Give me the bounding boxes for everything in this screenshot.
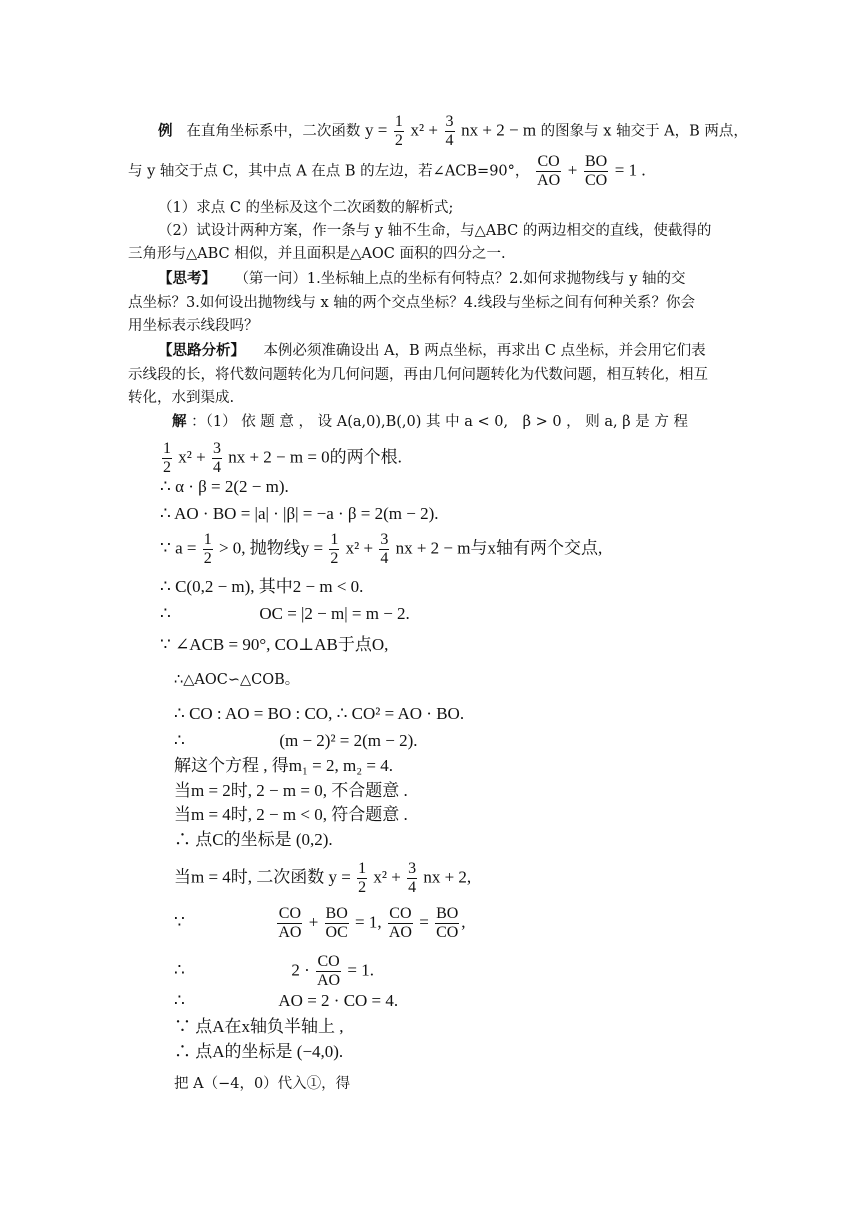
frac-num: CO (278, 905, 301, 922)
frac-one-half (203, 531, 213, 568)
frac-num: BO (325, 905, 348, 922)
frac-num: CO (389, 905, 412, 922)
frac-den: 4 (380, 550, 389, 567)
solution-step-11: 解这个方程 , 得m₁ = 2, m₂ = 4. (174, 756, 393, 775)
solution-step-3: ∴ AO · BO = |a| · |β| = −a · β = 2(m − 2). (160, 504, 439, 523)
frac-one-half (357, 860, 367, 897)
solution-step-7: ∵ ∠ACB = 90°, CO⊥AB于点O, (160, 635, 389, 654)
example-line2-b: = 1 . (614, 160, 646, 180)
step-15-a: 当m = 4时, 二次函数 y = (174, 867, 351, 887)
step-4-c: nx + 2 − m与x轴有两个交点, (395, 538, 603, 558)
frac-num: 1 (394, 113, 403, 130)
analysis-line-3: 转化，水到渠成. (128, 390, 235, 406)
solution-step-18 (174, 992, 398, 1010)
think-line-3: 用坐标表示线段吗？ (128, 318, 259, 334)
frac-bo-co (584, 153, 608, 190)
frac-one-half (162, 440, 172, 477)
example-intro-b: 的图象与 x 轴交于 A，B 两点， (540, 123, 748, 140)
example-label: 例 (158, 122, 173, 140)
solution-step-5: ∴ C(0,2 − m), 其中2 − m < 0. (160, 577, 364, 596)
frac-three-quarters (212, 440, 222, 477)
solution-step-13: 当m = 4时, 2 − m < 0, 符合题意 . (174, 805, 408, 824)
frac-den: 2 (358, 879, 367, 896)
solution-step-16: ∵ $\frac{CO}{AO}$ + $\frac{BO}{OC}$ = 1, $\frac{CO}{AO}$ = $\frac{BO}{CO}$ , (174, 905, 466, 941)
frac-den: 2 (163, 459, 171, 476)
frac-three-quarters (445, 113, 455, 150)
frac-one-half (394, 113, 404, 150)
solution-text-1: ：（1） 依 题 意 ， 设 A(a,0),B(,0) 其 中 a < 0, β > 0 ， 则 a, β 是 方 程 (191, 414, 688, 430)
frac-num: 3 (445, 113, 454, 130)
solution-step-17 (174, 953, 374, 990)
frac-co-ao (277, 905, 302, 942)
think-line-1 (158, 270, 686, 288)
think-line-2: 点坐标？3.如何设出抛物线与 x 轴的两个交点坐标？4.线段与坐标之间有何种关系？你会 (128, 295, 696, 311)
x-squared: x² + (345, 538, 374, 558)
frac-num: 3 (212, 440, 221, 457)
frac-three-quarters (379, 531, 389, 568)
frac-num: 1 (330, 531, 339, 548)
solution-step-6 (160, 605, 410, 623)
func-rest-a: x² + (410, 120, 438, 140)
example-line2-a: 与 y 轴交于点 C，其中点 A 在点 B 的左边，若∠ACB=90°， (128, 163, 530, 180)
frac-den: 2 (394, 132, 403, 149)
frac-co-ao (316, 953, 341, 990)
step-10-b: (m − 2)² = 2(m − 2). (279, 731, 418, 750)
frac-den: AO (537, 172, 561, 189)
frac-bo-co (435, 905, 459, 942)
solution-step-21: 把 A（−4，0）代入①，得 (174, 1076, 351, 1092)
analysis-line-2: 示线段的长，将代数问题转化为几何问题，再由几何问题转化为代数问题，相互转化，相互 (128, 367, 708, 383)
frac-den: OC (325, 924, 348, 941)
frac-num: BO (584, 153, 608, 170)
frac-num: 1 (358, 860, 367, 877)
step-16-b: = 1, (355, 912, 382, 932)
solution-step-14: ∴ 点C的坐标是 (0,2). (174, 830, 333, 849)
frac-num: CO (317, 953, 340, 970)
step-1-text: nx + 2 − m = 0的两个根. (228, 447, 402, 467)
frac-den: AO (388, 924, 412, 941)
step-6-a: ∴ (160, 604, 171, 623)
question-2-b: 三角形与△ABC 相似，并且面积是△AOC 面积的四分之一. (128, 246, 506, 262)
analysis-line-1 (158, 342, 706, 360)
frac-three-quarters (407, 860, 417, 897)
analysis-text-1: 本例必须准确设出 A，B 两点坐标，再求出 C 点坐标，并会用它们表 (263, 343, 706, 359)
frac-den: CO (436, 924, 459, 941)
frac-den: 2 (203, 550, 212, 567)
question-1: （1）求点 C 的坐标及这个二次函数的解析式; (158, 200, 454, 216)
frac-den: CO (584, 172, 608, 189)
step-17-b: 2 · (291, 960, 310, 980)
func-rest-b: nx + 2 − m (461, 120, 537, 140)
frac-co-ao (388, 905, 413, 942)
step-17-c: = 1. (347, 960, 374, 980)
example-intro-a: 在直角坐标系中，二次函数 (186, 123, 361, 140)
step-4-a: ∵ a = (160, 538, 197, 558)
question-2-a: （2）试设计两种方案，作一条与 y 轴不生命，与△ABC 的两边相交的直线，使截得的 (158, 223, 712, 239)
solution-step-4 (160, 531, 602, 568)
func-y: y = (364, 120, 388, 140)
solution-step-1 (160, 440, 402, 477)
x-squared: x² + (373, 867, 401, 887)
frac-num: BO (436, 905, 459, 922)
solution-step-20: ∴ 点A的坐标是 (−4,0). (174, 1042, 344, 1061)
frac-num: 3 (408, 860, 417, 877)
solution-step-9: ∴ CO : AO = BO : CO, ∴ CO² = AO · BO. (174, 704, 465, 723)
step-10-a: ∴ (174, 731, 185, 750)
step-4-b: > 0, 抛物线y = (218, 538, 324, 558)
frac-den: 4 (408, 879, 417, 896)
frac-num: CO (537, 153, 560, 170)
frac-co-ao (536, 153, 561, 190)
frac-den: 2 (330, 550, 339, 567)
solution-label: 解 (172, 413, 187, 430)
solution-step-2: ∴ α · β = 2(2 − m). (160, 477, 289, 496)
step-6-b: OC = |2 − m| = m − 2. (259, 604, 410, 623)
step-17-a: ∴ (174, 960, 185, 980)
step-18-b: AO = 2 · CO = 4. (278, 991, 399, 1010)
solution-step-8: ∴△AOC∽△COB。 (174, 672, 300, 688)
frac-num: 1 (163, 440, 171, 457)
frac-bo-oc (325, 905, 349, 942)
step-16-c: = (419, 912, 429, 932)
solution-step-10 (174, 732, 418, 750)
x-squared: x² + (178, 447, 206, 467)
step-16-a: ∵ (174, 912, 185, 932)
solution-step-15 (174, 860, 471, 897)
solution-step-19: ∵ 点A在x轴负半轴上 , (174, 1017, 344, 1036)
think-label: 【思考】 (158, 270, 216, 287)
frac-den: AO (278, 924, 302, 941)
step-18-a: ∴ (174, 991, 185, 1010)
solution-step-12: 当m = 2时, 2 − m = 0, 不合题意 . (174, 781, 408, 800)
frac-den: AO (317, 972, 341, 989)
analysis-label: 【思路分析】 (158, 342, 245, 359)
frac-den: 4 (445, 132, 454, 149)
example-line-1 (158, 113, 748, 150)
solution-line-1 (172, 413, 688, 431)
example-line-2: 与 y 轴交于点 C，其中点 A 在点 B 的左边，若∠ACB=90°， $\frac{CO}{AO}$ + $\frac{BO}{CO}$ = 1 . (128, 153, 646, 189)
frac-den: 4 (212, 459, 221, 476)
frac-one-half (329, 531, 339, 568)
frac-num: 3 (380, 531, 389, 548)
step-15-b: nx + 2, (423, 867, 472, 887)
think-text-1: （第一问）1.坐标轴上点的坐标有何特点？2.如何求抛物线与 y 轴的交 (234, 271, 686, 287)
frac-num: 1 (203, 531, 212, 548)
